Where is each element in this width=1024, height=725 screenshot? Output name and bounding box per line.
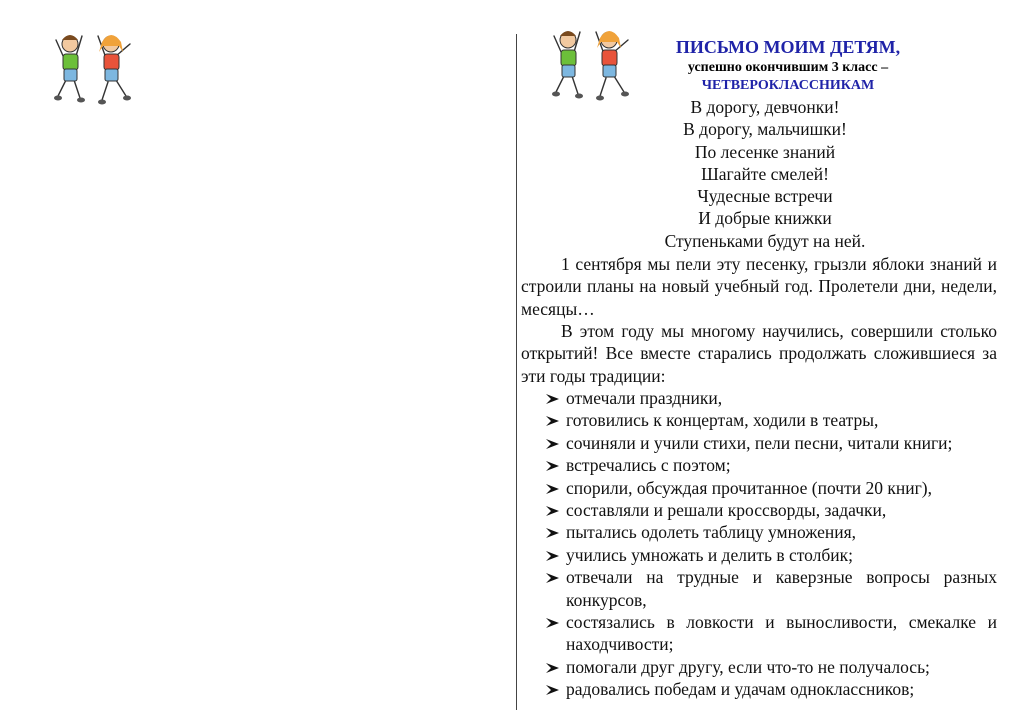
list-item bbox=[545, 678, 997, 700]
list-item-text: состязались в ловкости и выносливости, смекалке и находчивости; bbox=[566, 612, 997, 655]
list-item-text: учились умножать и делить в столбик; bbox=[566, 544, 854, 565]
list-item bbox=[545, 611, 997, 656]
poem-line: Чудесные встречи bbox=[697, 186, 833, 207]
list-item bbox=[545, 499, 997, 521]
arrow-bullet-icon bbox=[546, 394, 559, 404]
list-item bbox=[545, 387, 997, 409]
arrow-bullet-icon bbox=[546, 506, 559, 516]
list-item-text: спорили, обсуждая прочитанное (почти 20 книг), bbox=[566, 477, 932, 498]
arrow-bullet-icon bbox=[546, 685, 559, 695]
jumping-kids-illustration bbox=[50, 22, 140, 106]
list-item-text: радовались победам и удачам одноклассников; bbox=[566, 679, 915, 700]
letter-title: ПИСЬМО МОИМ ДЕТЯМ, bbox=[675, 37, 901, 57]
paragraph: 1 сентября мы пели эту песенку, грызли яблоки знаний и строили планы на новый учебный год. Пролетели дни, недели, месяцы… bbox=[521, 254, 997, 319]
arrow-bullet-icon bbox=[546, 573, 559, 583]
list-item-text: помогали друг другу, если что-то не получалось; bbox=[566, 656, 930, 677]
list-item-text: пытались одолеть таблицу умножения, bbox=[566, 522, 857, 543]
poem-line: Ступеньками будут на ней. bbox=[664, 230, 866, 251]
poem-line: По лесенке знаний bbox=[694, 141, 836, 162]
arrow-bullet-icon bbox=[546, 416, 559, 426]
activity-list bbox=[545, 387, 997, 701]
page-divider bbox=[516, 34, 517, 710]
paragraph: В этом году мы многому научились, совершили столько открытий! Все вместе старались продолжать сложившиеся за эти годы традиции: bbox=[521, 321, 997, 386]
arrow-bullet-icon bbox=[546, 618, 559, 628]
arrow-bullet-icon bbox=[546, 484, 559, 494]
list-item bbox=[545, 409, 997, 431]
list-item bbox=[545, 454, 997, 476]
poem-line: Шагайте смелей! bbox=[701, 163, 829, 184]
arrow-bullet-icon bbox=[546, 551, 559, 561]
poem bbox=[560, 96, 970, 252]
list-item bbox=[545, 432, 997, 454]
arrow-bullet-icon bbox=[546, 461, 559, 471]
list-item bbox=[545, 521, 997, 543]
letter-header bbox=[640, 36, 936, 95]
list-item bbox=[545, 566, 997, 611]
list-item bbox=[545, 477, 997, 499]
poem-line: В дорогу, мальчишки! bbox=[683, 119, 847, 140]
list-item-text: составляли и решали кроссворды, задачки, bbox=[566, 500, 887, 521]
list-item-text: отмечали праздники, bbox=[566, 388, 723, 408]
arrow-bullet-icon bbox=[546, 528, 559, 538]
list-item-text: сочиняли и учили стихи, пели песни, читали книги; bbox=[566, 432, 953, 453]
poem-line: В дорогу, девчонки! bbox=[690, 97, 840, 117]
list-item-text: отвечали на трудные и каверзные вопросы разных конкурсов, bbox=[566, 567, 997, 610]
list-item-text: готовились к концертам, ходили в театры, bbox=[566, 410, 879, 431]
jumping-kids-illustration bbox=[548, 18, 638, 102]
poem-line: И добрые книжки bbox=[698, 208, 832, 229]
list-item-text: встречались с поэтом; bbox=[566, 455, 731, 476]
arrow-bullet-icon bbox=[546, 439, 559, 449]
list-item bbox=[545, 656, 997, 678]
letter-subtitle-addressee: ЧЕТВЕРОКЛАССНИКАМ bbox=[701, 78, 875, 93]
arrow-bullet-icon bbox=[546, 663, 559, 673]
letter-subtitle: успешно окончившим 3 класс – bbox=[687, 60, 889, 75]
list-item bbox=[545, 544, 997, 566]
